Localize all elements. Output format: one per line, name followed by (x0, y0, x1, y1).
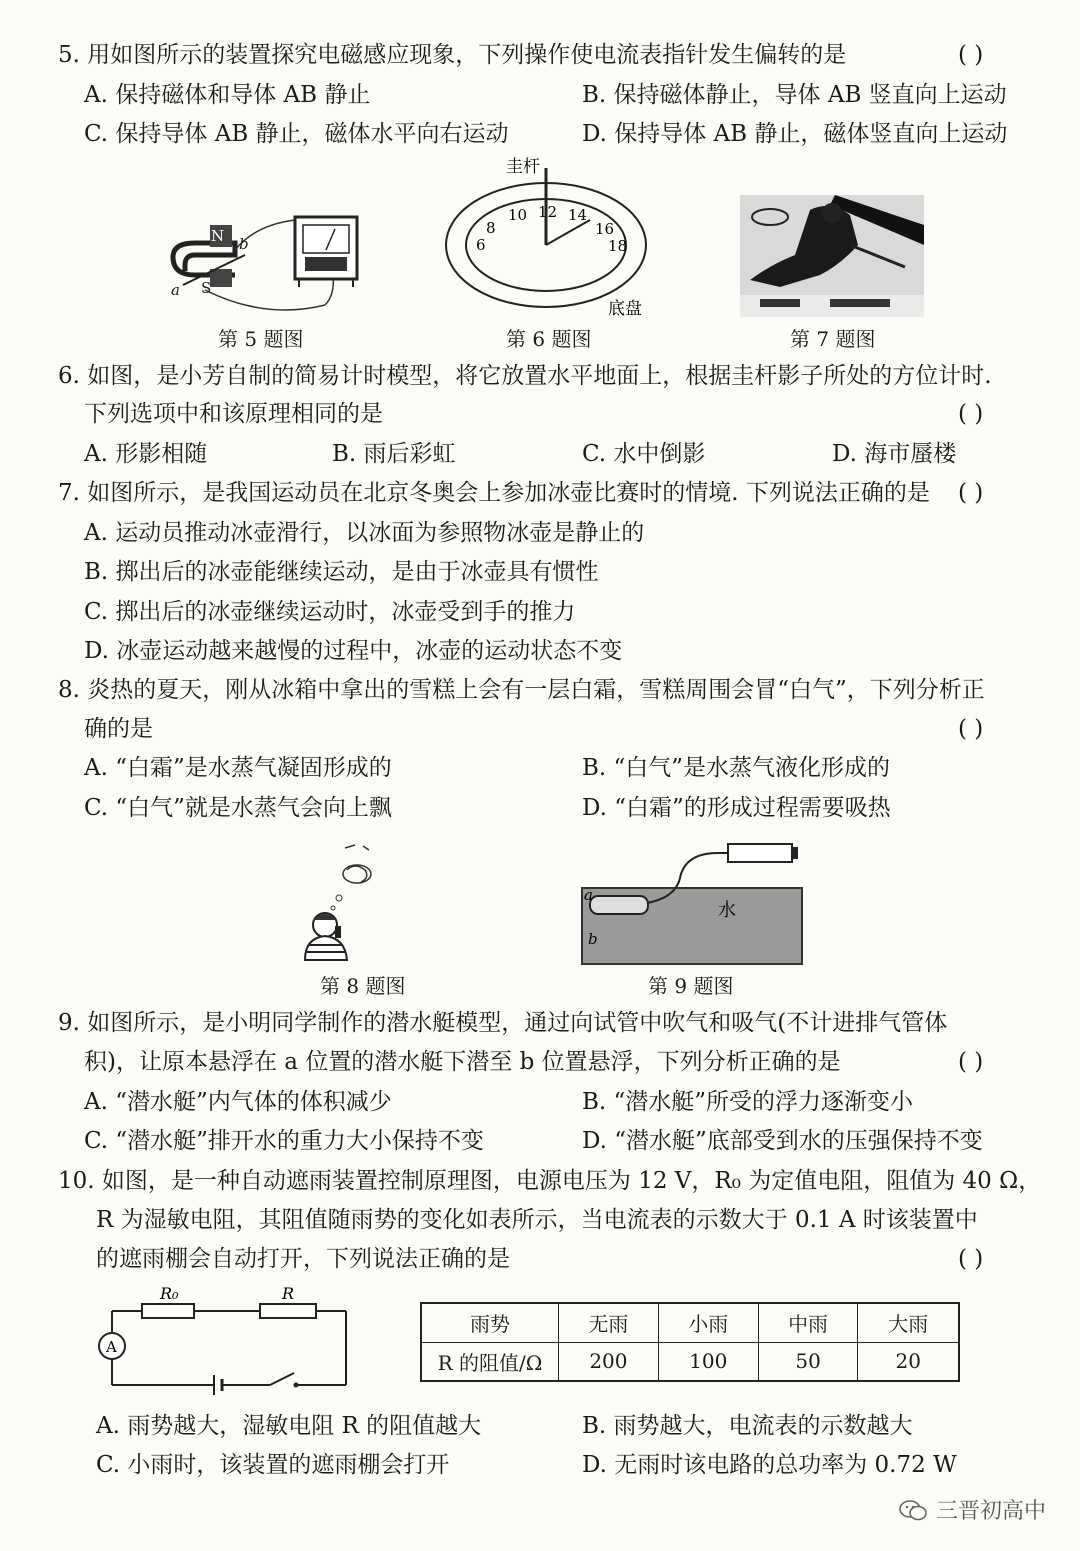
q9-option-b: B. “潜水艇”所受的浮力逐渐变小 (582, 1089, 914, 1115)
fig9-caption: 第 9 题图 (648, 974, 734, 998)
q7-option-b: B. 掷出后的冰壶能继续运动，是由于冰壶具有惯性 (84, 559, 599, 585)
switch (270, 1373, 294, 1385)
q5-option-c: C. 保持导体 AB 静止，磁体水平向右运动 (84, 121, 509, 147)
label-n: N (211, 227, 225, 245)
fig9-submarine-model (580, 838, 805, 966)
gnomon-label: 圭杆 (506, 157, 540, 177)
q6-option-a: A. 形影相随 (84, 441, 208, 467)
q8-answer-paren: ( ) (958, 716, 984, 742)
syringe (728, 844, 792, 862)
q5-answer-paren: ( ) (958, 42, 984, 68)
q9-option-a: A. “潜水艇”内气体的体积减少 (84, 1089, 392, 1115)
label-s: S (201, 279, 212, 297)
q9-stem-line2: 积)，让原本悬浮在 a 位置的潜水艇下潜至 b 位置悬浮，下列分析正确的是 (84, 1049, 841, 1075)
wechat-icon (898, 1498, 928, 1522)
label-b: b (239, 235, 249, 253)
dial-12: 12 (538, 203, 558, 221)
watermark (898, 1494, 1046, 1525)
q6-option-c: C. 水中倒影 (582, 441, 706, 467)
table-header-row (421, 1303, 959, 1342)
table-row (421, 1342, 959, 1381)
q10-stem-line2: R 为湿敏电阻，其阻值随雨势的变化如表所示，当电流表的示数大于 0.1 A 时该装置中 (96, 1207, 978, 1233)
base-label: 底盘 (608, 299, 642, 319)
q10-answer-paren: ( ) (958, 1246, 984, 1272)
q8-option-b: B. “白气”是水蒸气液化形成的 (582, 755, 891, 781)
table-cell: 雨势 (421, 1303, 559, 1342)
ice-cream (335, 926, 341, 938)
q9-option-c: C. “潜水艇”排开水的重力大小保持不变 (84, 1128, 484, 1154)
q9-answer-paren: ( ) (958, 1049, 984, 1075)
resistor-r (260, 1304, 316, 1318)
q5-option-b: B. 保持磁体静止，导体 AB 竖直向上运动 (582, 82, 1007, 108)
table-cell: 小雨 (658, 1303, 758, 1342)
position-b-label: b (588, 930, 598, 948)
q5-option-a: A. 保持磁体和导体 AB 静止 (84, 82, 371, 108)
fig8-caption: 第 8 题图 (320, 974, 406, 998)
fig8-boy-ice-cream (295, 840, 415, 965)
ammeter-label: A (106, 1338, 117, 1356)
table-cell: 无雨 (559, 1303, 659, 1342)
water-label: 水 (718, 900, 736, 921)
q6-stem-line2: 下列选项中和该原理相同的是 (84, 401, 383, 427)
fig10-circuit (90, 1283, 350, 1395)
table-cell: 50 (758, 1342, 858, 1381)
q7-option-a: A. 运动员推动冰壶滑行，以冰面为参照物冰壶是静止的 (84, 520, 645, 546)
table-cell: 20 (858, 1342, 959, 1381)
fig7-curling-photo (740, 195, 924, 317)
q10-stem-line3: 的遮雨棚会自动打开，下列说法正确的是 (96, 1246, 510, 1272)
test-tube-submarine (590, 896, 648, 914)
q8-stem-line2: 确的是 (84, 716, 153, 742)
q10-option-b: B. 雨势越大，电流表的示数越大 (582, 1413, 913, 1439)
fig5-caption: 第 5 题图 (218, 327, 304, 351)
boy-shirt (305, 936, 347, 960)
q6-answer-paren: ( ) (958, 401, 984, 427)
dial-14: 14 (568, 206, 588, 224)
q9-option-d: D. “潜水艇”底部受到水的压强保持不变 (582, 1128, 983, 1154)
q6-stem-line1: 6. 如图，是小芳自制的简易计时模型，将它放置水平地面上，根据圭杆影子所处的方位计时. (58, 363, 992, 389)
q7-option-c: C. 掷出后的冰壶继续运动时，冰壶受到手的推力 (84, 599, 576, 625)
dial-16: 16 (595, 220, 615, 238)
watermark-text: 三晋初高中 (935, 1499, 1046, 1524)
fig6-caption: 第 6 题图 (506, 327, 592, 351)
q5-option-d: D. 保持导体 AB 静止，磁体竖直向上运动 (582, 121, 1008, 147)
q8-stem-line1: 8. 炎热的夏天，刚从冰箱中拿出的雪糕上会有一层白霜，雪糕周围会冒“白气”，下列分析正 (58, 677, 985, 703)
r-label: R (282, 1284, 295, 1303)
table-cell: 100 (658, 1342, 758, 1381)
magnet-s-pole (210, 269, 232, 287)
table-cell: 中雨 (758, 1303, 858, 1342)
label-a: a (171, 281, 180, 299)
q6-option-b: B. 雨后彩虹 (332, 441, 456, 467)
q7-answer-paren: ( ) (958, 480, 984, 506)
resistance-table (420, 1302, 960, 1382)
dial-10: 10 (508, 206, 528, 224)
fig7-caption: 第 7 题图 (790, 327, 876, 351)
r0-label: R₀ (160, 1284, 179, 1303)
fig5-induction-apparatus (165, 195, 365, 320)
fig6-sundial (440, 150, 660, 325)
q7-stem: 7. 如图所示，是我国运动员在北京冬奥会上参加冰壶比赛时的情境. 下列说法正确的是 (58, 480, 930, 506)
q10-stem-line1: 10. 如图，是一种自动遮雨装置控制原理图，电源电压为 12 V，R₀ 为定值电阻，阻值为 40 Ω， (58, 1168, 1042, 1194)
dial-6: 6 (476, 236, 486, 254)
table-cell: R 的阻值/Ω (421, 1342, 559, 1381)
q8-option-d: D. “白霜”的形成过程需要吸热 (582, 795, 891, 821)
q10-option-c: C. 小雨时，该装置的遮雨棚会打开 (96, 1452, 450, 1478)
q7-option-d: D. 冰壶运动越来越慢的过程中，冰壶的运动状态不变 (84, 638, 623, 664)
table-cell: 大雨 (858, 1303, 959, 1342)
q9-stem-line1: 9. 如图所示，是小明同学制作的潜水艇模型，通过向试管中吹气和吸气(不计进排气管体 (58, 1010, 948, 1036)
q8-option-c: C. “白气”就是水蒸气会向上飘 (84, 795, 392, 821)
q10-option-a: A. 雨势越大，湿敏电阻 R 的阻值越大 (96, 1413, 482, 1439)
position-a-label: a (584, 886, 593, 904)
dial-8: 8 (486, 219, 496, 237)
resistor-r0 (142, 1304, 194, 1318)
table-cell: 200 (559, 1342, 659, 1381)
q10-option-d: D. 无雨时该电路的总功率为 0.72 W (582, 1452, 957, 1478)
q8-option-a: A. “白霜”是水蒸气凝固形成的 (84, 755, 392, 781)
dial-18: 18 (608, 237, 628, 255)
q6-option-d: D. 海市蜃楼 (832, 441, 957, 467)
q5-stem: 5. 用如图所示的装置探究电磁感应现象，下列操作使电流表指针发生偏转的是 (58, 42, 847, 68)
